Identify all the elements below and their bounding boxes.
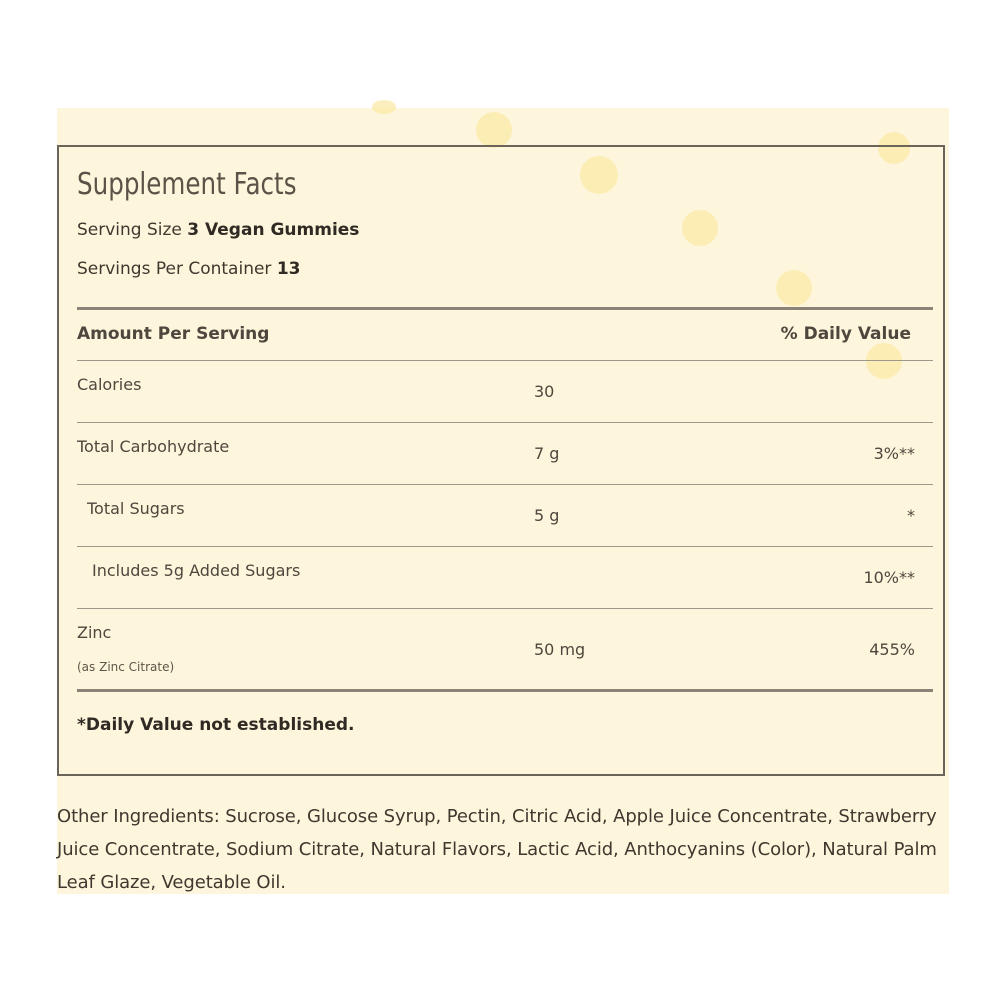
- nutrient-name: Total Sugars: [87, 499, 185, 518]
- nutrient-amount: 7 g: [534, 444, 560, 463]
- servings-per-container-value: 13: [276, 259, 301, 279]
- divider: [77, 360, 933, 361]
- nutrient-name: Calories: [77, 375, 142, 394]
- divider: [77, 484, 933, 485]
- nutrient-dv: 10%**: [863, 568, 915, 587]
- servings-per-container-label: Servings Per Container: [77, 259, 272, 279]
- serving-size-label: Serving Size: [77, 220, 182, 240]
- other-ingredients: Other Ingredients: Sucrose, Glucose Syrup, Pectin, Citric Acid, Apple Juice Concentrate, Strawberry Juice Concentrate, Sodium Citrate, Natural Flavors, Lactic Acid, Anthocyanins (Color), Natural Palm Leaf Glaze, Vegetable Oil.: [57, 806, 937, 893]
- nutrient-amount: 30: [534, 382, 555, 401]
- divider: [77, 422, 933, 423]
- nutrient-name: Total Carbohydrate: [77, 437, 230, 456]
- nutrient-source: (as Zinc Citrate): [77, 660, 175, 674]
- page-title: Supplement Facts: [77, 167, 297, 202]
- supplement-facts-panel: [57, 145, 945, 776]
- nutrient-dv: 455%: [869, 640, 915, 659]
- serving-size: [77, 220, 359, 240]
- decorative-dot: [476, 112, 512, 148]
- decorative-dot: [372, 100, 396, 114]
- nutrient-name: Includes 5g Added Sugars: [92, 561, 301, 580]
- nutrient-dv: *: [907, 506, 915, 525]
- nutrient-name: Zinc: [77, 623, 112, 642]
- divider-thick: [77, 689, 933, 692]
- nutrient-amount: 5 g: [534, 506, 560, 525]
- divider-thick: [77, 307, 933, 310]
- footnote: *Daily Value not established.: [77, 715, 355, 735]
- servings-per-container: [77, 259, 301, 279]
- divider: [77, 608, 933, 609]
- amount-per-serving-header: Amount Per Serving: [77, 324, 270, 344]
- daily-value-header: % Daily Value: [780, 324, 911, 344]
- divider: [77, 546, 933, 547]
- nutrient-dv: 3%**: [873, 444, 915, 463]
- nutrient-amount: 50 mg: [534, 640, 586, 659]
- serving-size-value: 3 Vegan Gummies: [187, 220, 360, 240]
